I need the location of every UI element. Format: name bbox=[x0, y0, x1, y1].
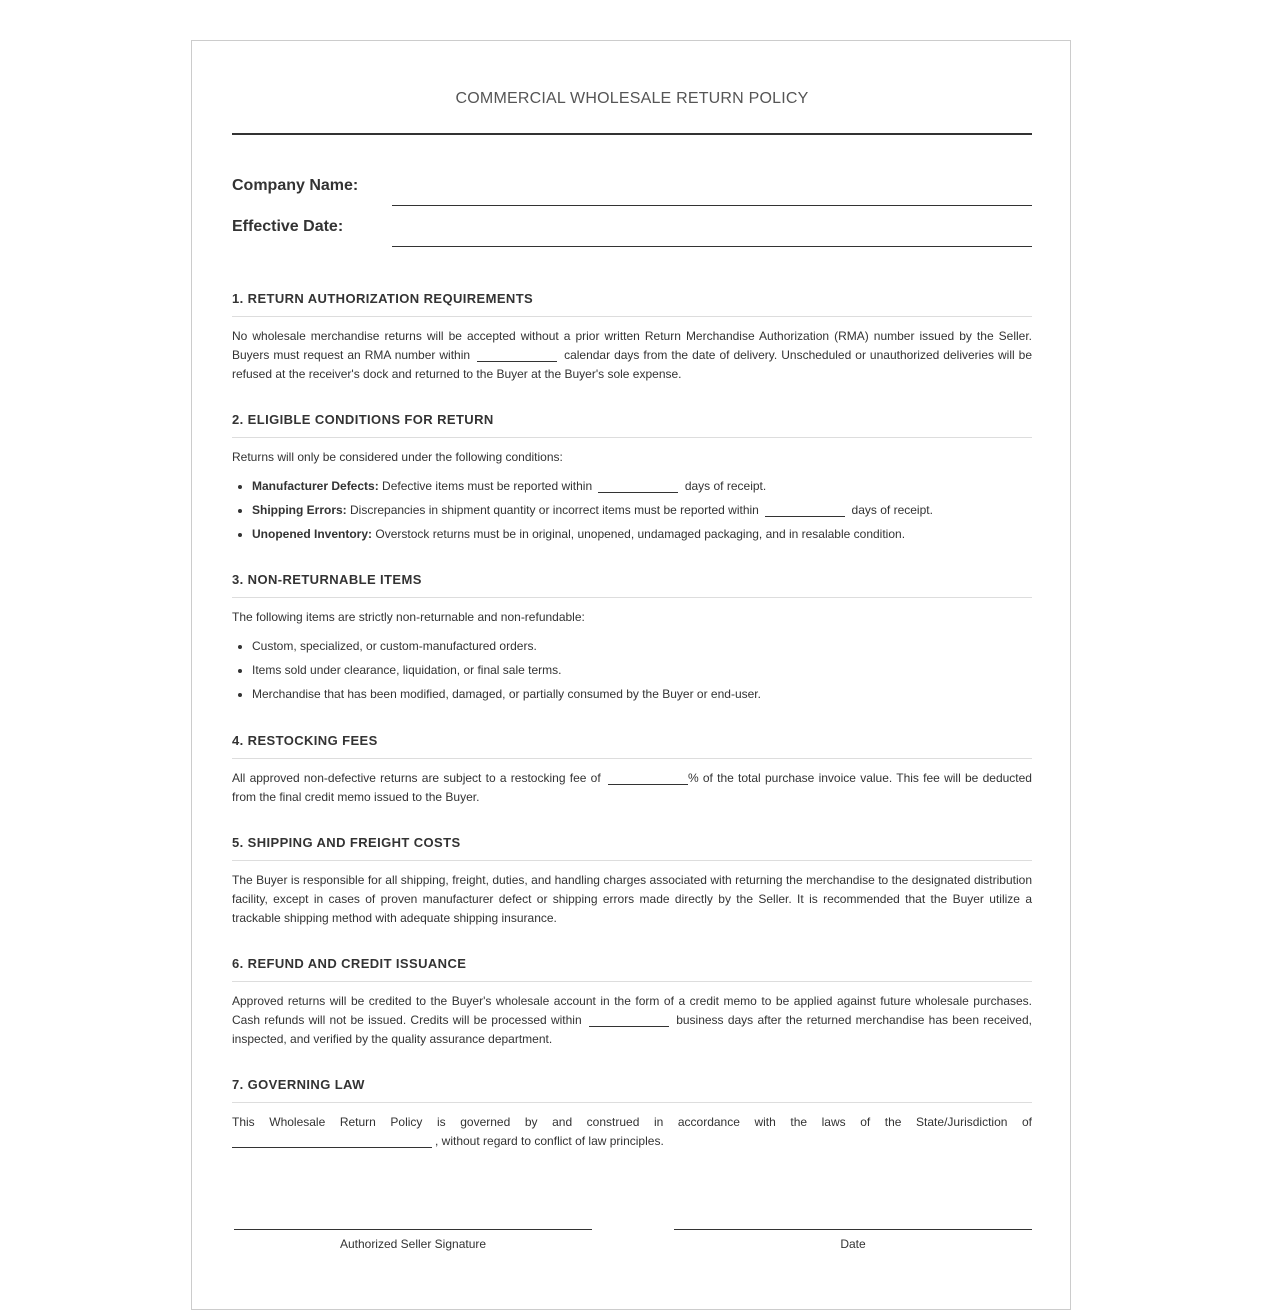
section-intro: The following items are strictly non-returnable and non-refundable: bbox=[232, 610, 585, 624]
section-restocking-fees bbox=[232, 733, 1032, 807]
company-name-row bbox=[232, 175, 1032, 216]
section-heading: 1. RETURN AUTHORIZATION REQUIREMENTS bbox=[232, 291, 1032, 317]
title-divider bbox=[232, 133, 1032, 135]
section-intro: Returns will only be considered under the following conditions: bbox=[232, 450, 563, 464]
rma-days-blank[interactable] bbox=[477, 349, 557, 362]
signature-date-field[interactable] bbox=[674, 1229, 1032, 1251]
conditions-list bbox=[232, 477, 1032, 544]
list-item: • Manufacturer Defects: Defective items must be reported within days of receipt. bbox=[252, 477, 1032, 496]
section-heading: 5. SHIPPING AND FREIGHT COSTS bbox=[232, 835, 1032, 861]
section-governing-law bbox=[232, 1077, 1032, 1151]
section-paragraph: This Wholesale Return Policy is governed by and construed in accordance with the laws of the State/Jurisdiction of , without regard to conflict of law principles. bbox=[232, 1115, 1032, 1148]
list-item: • Items sold under clearance, liquidation, or final sale terms. bbox=[252, 661, 1032, 680]
section-heading: 2. ELIGIBLE CONDITIONS FOR RETURN bbox=[232, 412, 1032, 438]
effective-date-field[interactable] bbox=[392, 246, 1032, 247]
section-heading: 3. NON-RETURNABLE ITEMS bbox=[232, 572, 1032, 598]
section-return-authorization bbox=[232, 291, 1032, 384]
effective-date-label: Effective Date: bbox=[232, 218, 344, 235]
shipping-error-days-blank[interactable] bbox=[765, 504, 845, 517]
section-shipping-costs bbox=[232, 835, 1032, 928]
company-name-field[interactable] bbox=[392, 205, 1032, 206]
non-returnable-list bbox=[232, 637, 1032, 704]
effective-date-row bbox=[232, 216, 1032, 257]
section-non-returnable bbox=[232, 572, 1032, 704]
document-page bbox=[191, 40, 1071, 1310]
signature-area bbox=[232, 1229, 1032, 1269]
section-heading: 7. GOVERNING LAW bbox=[232, 1077, 1032, 1103]
defect-days-blank[interactable] bbox=[598, 480, 678, 493]
section-paragraph: Approved returns will be credited to the Buyer's wholesale account in the form of a credit memo to be applied against future wholesale purchases. Cash refunds will not be issued. Credits will be processed within business days after the returned merchandise has been received, inspected, and verified by the quality assurance department. bbox=[232, 994, 1032, 1046]
document-title: COMMERCIAL WHOLESALE RETURN POLICY bbox=[455, 90, 809, 107]
section-heading: 4. RESTOCKING FEES bbox=[232, 733, 1032, 759]
section-paragraph: No wholesale merchandise returns will be accepted without a prior written Return Merchandise Authorization (RMA) number issued by the Seller. Buyers must request an RMA number within calendar days from the date of delivery. Unscheduled or unauthorized deliveries will be refused at the receiver's dock and returned to the Buyer at the Buyer's sole expense. bbox=[232, 329, 1032, 381]
section-paragraph: The Buyer is responsible for all shipping, freight, duties, and handling charges associated with returning the merchandise to the designated distribution facility, except in cases of proven manufacturer defect or shipping errors made directly by the Seller. It is recommended that the Buyer utilize a trackable shipping method with adequate shipping insurance. bbox=[232, 873, 1032, 925]
restocking-percent-blank[interactable] bbox=[608, 772, 688, 785]
list-item: • Shipping Errors: Discrepancies in shipment quantity or incorrect items must be reported within days of receipt. bbox=[252, 501, 1032, 520]
section-paragraph: All approved non-defective returns are subject to a restocking fee of % of the total purchase invoice value. This fee will be deducted from the final credit memo issued to the Buyer. bbox=[232, 771, 1032, 804]
seller-signature-field[interactable] bbox=[234, 1229, 592, 1251]
list-item: • Merchandise that has been modified, damaged, or partially consumed by the Buyer or end-user. bbox=[252, 685, 1032, 704]
signature-date-label: Date bbox=[840, 1237, 866, 1251]
section-eligible-conditions bbox=[232, 412, 1032, 544]
jurisdiction-blank[interactable] bbox=[232, 1135, 432, 1148]
list-item: • Custom, specialized, or custom-manufactured orders. bbox=[252, 637, 1032, 656]
section-heading: 6. REFUND AND CREDIT ISSUANCE bbox=[232, 956, 1032, 982]
seller-signature-label: Authorized Seller Signature bbox=[339, 1237, 487, 1251]
credit-days-blank[interactable] bbox=[589, 1014, 669, 1027]
section-refund-credit bbox=[232, 956, 1032, 1049]
company-name-label: Company Name: bbox=[232, 177, 359, 194]
list-item: • Unopened Inventory: Overstock returns must be in original, unopened, undamaged packaging, and in resalable condition. bbox=[252, 525, 1032, 544]
document-content bbox=[232, 41, 1032, 1151]
